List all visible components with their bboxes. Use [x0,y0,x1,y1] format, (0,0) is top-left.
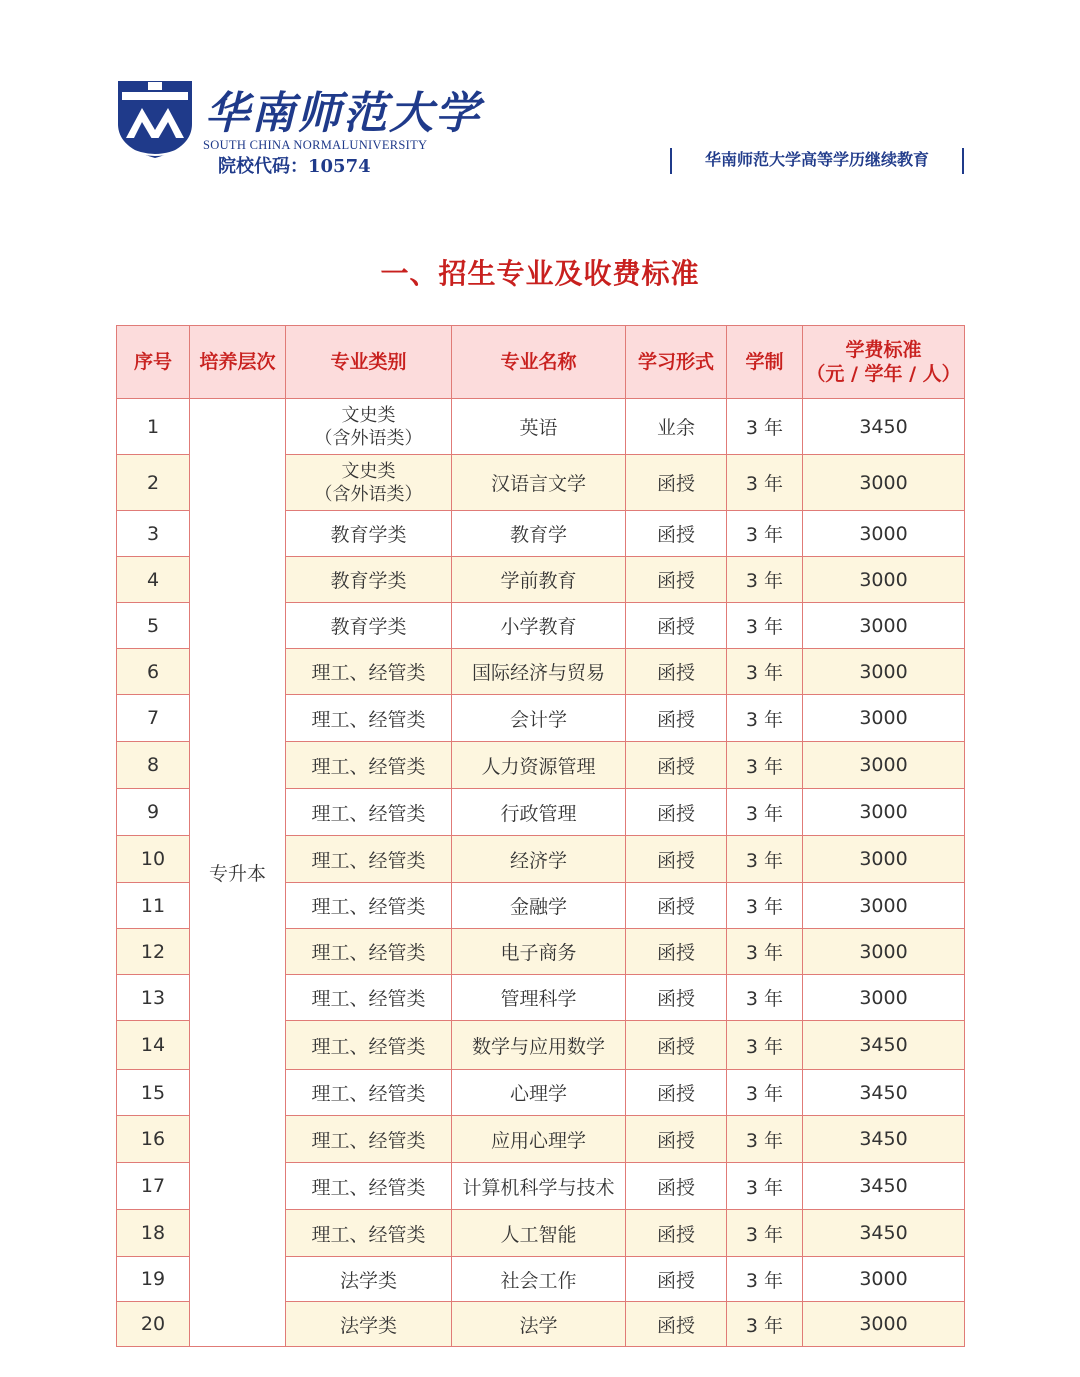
cell-no: 20 [117,1302,190,1347]
cell-no: 12 [117,929,190,975]
table-header-row [117,326,965,399]
cell-mode: 函授 [626,557,727,603]
cell-fee: 3000 [803,975,965,1021]
university-name-logo: 华南师范大学 [205,88,481,139]
cell-no: 14 [117,1021,190,1070]
cell-no: 18 [117,1210,190,1257]
cell-fee: 3000 [803,1302,965,1347]
cell-duration: 3 年 [727,511,803,557]
cell-no: 7 [117,695,190,742]
category-subline: （含外语类） [314,483,423,505]
cell-fee: 3000 [803,695,965,742]
header-mode: 学习形式 [626,326,727,399]
cell-category: 教育学类 [286,603,452,649]
cell-category: 法学类 [286,1302,452,1347]
cell-mode: 函授 [626,1302,727,1347]
cell-no: 16 [117,1116,190,1163]
university-emblem-icon [114,78,196,160]
cell-major: 汉语言文学 [452,455,626,511]
cell-major: 经济学 [452,836,626,883]
cell-fee: 3000 [803,742,965,789]
cell-fee: 3000 [803,789,965,836]
cell-duration: 3 年 [727,836,803,883]
cell-no: 19 [117,1257,190,1302]
cell-no: 5 [117,603,190,649]
cell-major: 小学教育 [452,603,626,649]
cell-category: 理工、经管类 [286,695,452,742]
cell-category [286,399,452,455]
header-subtitle: 华南师范大学高等学历继续教育 [670,148,964,174]
cell-no: 2 [117,455,190,511]
cell-major: 法学 [452,1302,626,1347]
cell-mode: 函授 [626,1257,727,1302]
header-fee [803,326,965,399]
cell-major: 英语 [452,399,626,455]
cell-no: 17 [117,1163,190,1210]
header-level: 培养层次 [190,326,286,399]
cell-mode: 函授 [626,1021,727,1070]
cell-no: 15 [117,1070,190,1116]
cell-major: 金融学 [452,883,626,929]
cell-duration: 3 年 [727,929,803,975]
cell-mode: 函授 [626,511,727,557]
cell-major: 数学与应用数学 [452,1021,626,1070]
header-fee-line2: （元 / 学年 / 人） [806,363,961,385]
cell-no: 4 [117,557,190,603]
cell-mode: 函授 [626,836,727,883]
cell-category: 理工、经管类 [286,883,452,929]
cell-fee: 3450 [803,1021,965,1070]
cell-major: 计算机科学与技术 [452,1163,626,1210]
cell-major: 应用心理学 [452,1116,626,1163]
cell-mode: 函授 [626,603,727,649]
table-row [117,399,965,455]
header-duration: 学制 [727,326,803,399]
cell-category: 理工、经管类 [286,975,452,1021]
cell-level: 专升本 [190,399,286,1347]
cell-category: 法学类 [286,1257,452,1302]
cell-no: 11 [117,883,190,929]
cell-category: 理工、经管类 [286,789,452,836]
cell-mode: 函授 [626,742,727,789]
cell-major: 学前教育 [452,557,626,603]
cell-mode: 函授 [626,929,727,975]
cell-mode: 函授 [626,975,727,1021]
header-fee-line1: 学费标准 [845,339,922,361]
cell-mode: 函授 [626,1070,727,1116]
cell-duration: 3 年 [727,1070,803,1116]
cell-major: 人工智能 [452,1210,626,1257]
cell-category: 理工、经管类 [286,1021,452,1070]
cell-major: 教育学 [452,511,626,557]
cell-no: 10 [117,836,190,883]
cell-mode: 函授 [626,455,727,511]
cell-category: 理工、经管类 [286,836,452,883]
cell-fee: 3000 [803,929,965,975]
cell-fee: 3450 [803,1116,965,1163]
cell-major: 心理学 [452,1070,626,1116]
cell-fee: 3000 [803,455,965,511]
cell-duration: 3 年 [727,1302,803,1347]
cell-duration: 3 年 [727,1021,803,1070]
cell-duration: 3 年 [727,789,803,836]
cell-category: 理工、经管类 [286,649,452,695]
cell-fee: 3000 [803,836,965,883]
cell-duration: 3 年 [727,1116,803,1163]
cell-category: 理工、经管类 [286,1116,452,1163]
cell-fee: 3000 [803,511,965,557]
cell-major: 会计学 [452,695,626,742]
cell-duration: 3 年 [727,1210,803,1257]
cell-category: 理工、经管类 [286,742,452,789]
cell-mode: 函授 [626,1163,727,1210]
cell-fee: 3000 [803,883,965,929]
cell-duration: 3 年 [727,1163,803,1210]
cell-no: 13 [117,975,190,1021]
cell-category [286,455,452,511]
cell-no: 9 [117,789,190,836]
cell-fee: 3000 [803,603,965,649]
cell-category: 教育学类 [286,557,452,603]
cell-major: 电子商务 [452,929,626,975]
cell-duration: 3 年 [727,603,803,649]
cell-major: 行政管理 [452,789,626,836]
cell-major: 社会工作 [452,1257,626,1302]
category-line: 文史类 [341,404,396,426]
cell-no: 8 [117,742,190,789]
cell-category: 理工、经管类 [286,1210,452,1257]
cell-fee: 3000 [803,557,965,603]
cell-duration: 3 年 [727,1257,803,1302]
cell-major: 管理科学 [452,975,626,1021]
header-major: 专业名称 [452,326,626,399]
cell-major: 国际经济与贸易 [452,649,626,695]
cell-mode: 函授 [626,649,727,695]
cell-category: 理工、经管类 [286,1070,452,1116]
cell-duration: 3 年 [727,649,803,695]
cell-category: 理工、经管类 [286,1163,452,1210]
cell-fee: 3000 [803,1257,965,1302]
cell-major: 人力资源管理 [452,742,626,789]
cell-mode: 函授 [626,695,727,742]
cell-duration: 3 年 [727,742,803,789]
cell-duration: 3 年 [727,975,803,1021]
cell-mode: 函授 [626,883,727,929]
section-title: 一、招生专业及收费标准 [380,257,700,290]
cell-category: 教育学类 [286,511,452,557]
cell-duration: 3 年 [727,455,803,511]
cell-fee: 3450 [803,399,965,455]
cell-duration: 3 年 [727,557,803,603]
cell-duration: 3 年 [727,695,803,742]
cell-category: 理工、经管类 [286,929,452,975]
cell-no: 6 [117,649,190,695]
cell-duration: 3 年 [727,399,803,455]
fee-table [116,325,965,1347]
school-code: 院校代码：10574 [218,156,371,177]
cell-no: 3 [117,511,190,557]
header-category: 专业类别 [286,326,452,399]
cell-mode: 业余 [626,399,727,455]
category-subline: （含外语类） [314,427,423,449]
cell-mode: 函授 [626,789,727,836]
cell-no: 1 [117,399,190,455]
cell-fee: 3450 [803,1210,965,1257]
cell-mode: 函授 [626,1116,727,1163]
cell-duration: 3 年 [727,883,803,929]
category-line: 文史类 [341,460,396,482]
cell-mode: 函授 [626,1210,727,1257]
cell-fee: 3450 [803,1163,965,1210]
cell-fee: 3450 [803,1070,965,1116]
university-english-name: SOUTH CHINA NORMALUNIVERSITY [203,138,428,152]
header-no: 序号 [117,326,190,399]
cell-fee: 3000 [803,649,965,695]
